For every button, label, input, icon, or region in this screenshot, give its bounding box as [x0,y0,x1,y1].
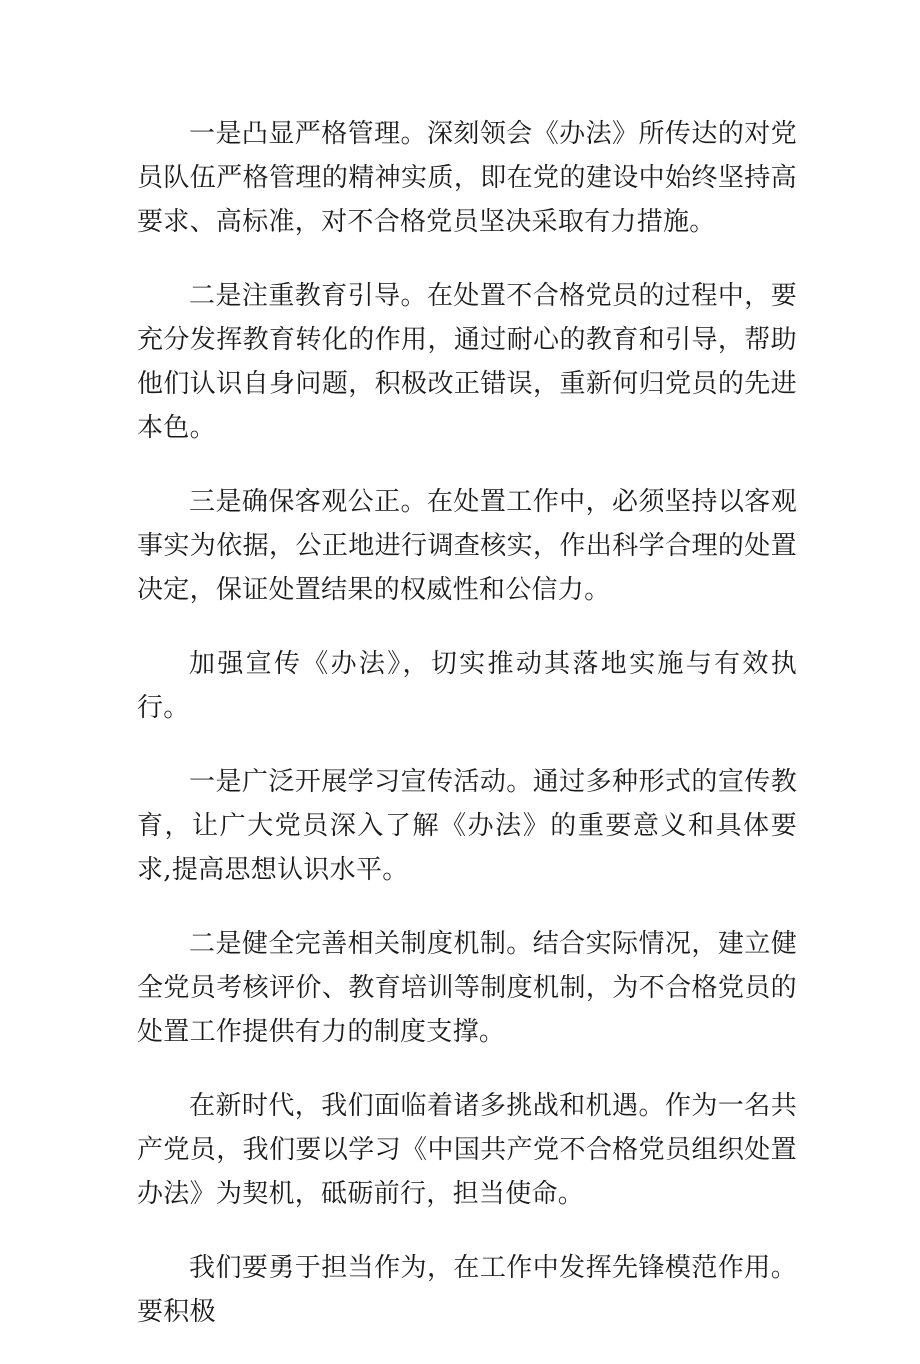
paragraph-institutional-mechanism: 二是健全完善相关制度机制。结合实际情况，建立健全党员考核评价、教育培训等制度机制，为不合格党员的处置工作提供有力的制度支撑。 [137,929,797,1047]
paragraph-objective-fairness: 三是确保客观公正。在处置工作中，必须坚持以客观事实为依据，公正地进行调查核实，作出科学合理的处置决定，保证处置结果的权威性和公信力。 [137,487,797,605]
paragraph-publicity-heading: 加强宣传《办法》，切实推动其落地实施与有效执行。 [137,649,797,723]
paragraph-new-era: 在新时代，我们面临着诸多挑战和机遇。作为一名共产党员，我们要以学习《中国共产党不合格党员组织处置办法》为契机，砥砺前行，担当使命。 [137,1091,797,1209]
paragraph-education-guidance: 二是注重教育引导。在处置不合格党员的过程中，要充分发挥教育转化的作用，通过耐心的教育和引导，帮助他们认识自身问题，积极改正错误，重新何归党员的先进本色。 [137,281,797,443]
paragraph-strict-management: 一是凸显严格管理。深刻领会《办法》所传达的对党员队伍严格管理的精神实质，即在党的建设中始终坚持高要求、高标准，对不合格党员坚决采取有力措施。 [137,119,797,237]
paragraph-take-responsibility: 我们要勇于担当作为，在工作中发挥先锋模范作用。要积极 [137,1253,797,1327]
document-body [137,112,797,1364]
paragraph-study-campaign: 一是广泛开展学习宣传活动。通过多种形式的宣传教育，让广大党员深入了解《办法》的重要意义和具体要求,提高思想认识水平。 [137,767,797,885]
